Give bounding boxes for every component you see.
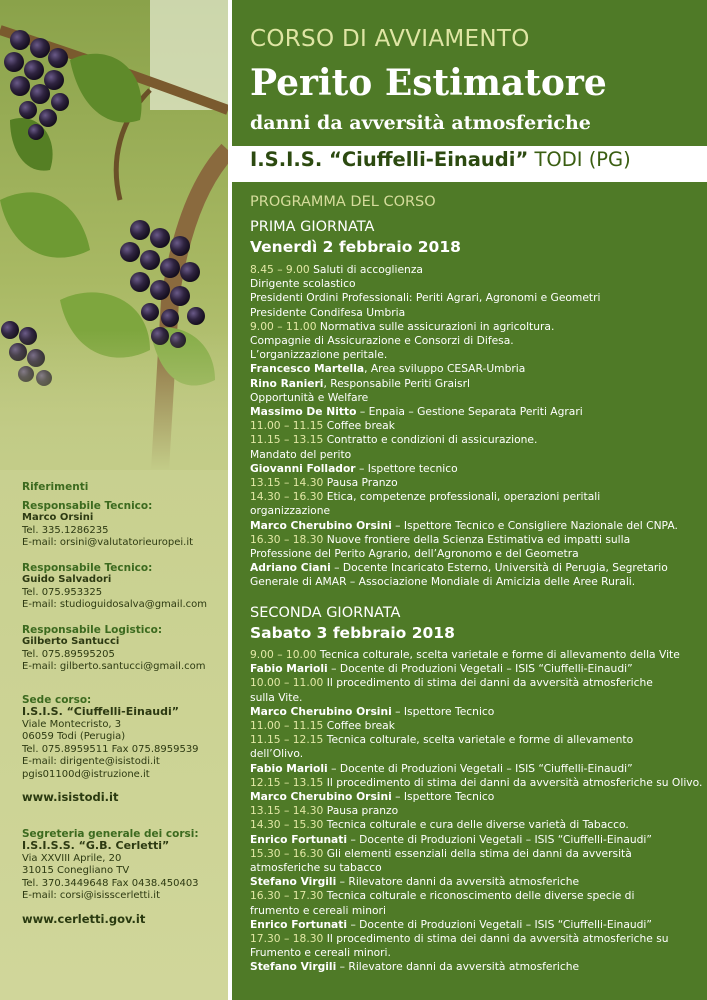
day2-schedule	[250, 648, 702, 975]
schedule-time: 15.30 – 16.30	[250, 846, 324, 860]
day1-date: Venerdì 2 febbraio 2018	[250, 238, 461, 256]
riferimenti-heading: Riferimenti	[22, 481, 89, 493]
schedule-line	[250, 320, 702, 334]
contact-email[interactable]: E-mail: orsini@valutatorieuropei.it	[22, 537, 194, 548]
schedule-line	[250, 648, 702, 662]
schedule-text: Il procedimento di stima dei danni da avversità atmosferiche	[323, 676, 653, 690]
school-line	[250, 148, 631, 171]
contact-email[interactable]: E-mail: gilberto.santucci@gmail.com	[22, 661, 206, 672]
schedule-line	[250, 561, 702, 575]
schedule-text: Contratto e condizioni di assicurazione.	[323, 433, 538, 447]
schedule-text: Tecnica colturale e riconoscimento delle diverse specie di	[323, 889, 635, 903]
schedule-line	[250, 833, 702, 847]
schedule-line	[250, 405, 702, 419]
contact-email[interactable]: E-mail: studioguidosalva@gmail.com	[22, 599, 208, 610]
contact-card	[22, 624, 228, 674]
schedule-text: Compagnie di Assicurazione e Consorzi di Difesa.	[250, 334, 514, 348]
contact-card	[22, 500, 228, 550]
schedule-time: 12.15 – 13.15	[250, 775, 324, 789]
schedule-text: – Ispettore Tecnico e Consigliere Nazionale del CNPA.	[391, 518, 678, 532]
contact-tel: Tel. 335.1286235	[22, 524, 109, 536]
contact-card	[22, 562, 228, 612]
segreteria-website-link[interactable]: www.cerletti.gov.it	[22, 911, 146, 926]
schedule-line	[250, 504, 702, 518]
speaker-name: Enrico Fortunati	[250, 917, 348, 931]
left-column	[0, 0, 228, 1000]
schedule-text: Tecnica colturale e cura delle diverse varietà di Tabacco.	[323, 818, 629, 832]
schedule-line	[250, 547, 702, 561]
sede-website-link[interactable]: www.isistodi.it	[22, 790, 119, 804]
schedule-time: 9.00 – 10.00	[250, 648, 317, 661]
schedule-time: 9.00 – 11.00	[250, 319, 317, 333]
schedule-text: – Ispettore Tecnico	[391, 790, 495, 804]
day2-date: Sabato 3 febbraio 2018	[250, 624, 455, 642]
sede-tel: Tel. 075.8959511 Fax 075.8959539	[22, 743, 199, 755]
schedule-line	[250, 662, 702, 676]
schedule-time: 14.30 – 15.30	[250, 818, 324, 832]
schedule-line	[250, 433, 702, 447]
schedule-line	[250, 875, 702, 889]
speaker-name: Marco Cherubino Orsini	[250, 704, 392, 718]
schedule-line	[250, 705, 702, 719]
segreteria-block	[22, 828, 228, 926]
schedule-text: Frumento e cereali minori.	[250, 946, 391, 960]
segreteria-email[interactable]: E-mail: corsi@isisscerletti.it	[22, 890, 160, 901]
schedule-line	[250, 462, 702, 476]
segreteria-heading: Segreteria generale dei corsi:	[22, 827, 199, 840]
schedule-text: organizzazione	[250, 504, 331, 518]
schedule-line	[250, 762, 702, 776]
schedule-line	[250, 776, 702, 790]
day2-label: SECONDA GIORNATA	[250, 605, 401, 621]
schedule-line	[250, 448, 702, 462]
schedule-line	[250, 918, 702, 932]
contact-name: Guido Salvadori	[22, 574, 112, 585]
schedule-text: L’organizzazione peritale.	[250, 348, 388, 362]
contact-name: Gilberto Santucci	[22, 636, 120, 647]
sede-email-2[interactable]: pgis01100d@istruzione.it	[22, 768, 150, 780]
schedule-line	[250, 334, 702, 348]
schedule-text: Gli elementi essenziali della stima dei danni da avversità	[323, 846, 632, 860]
schedule-line	[250, 790, 702, 804]
speaker-name: Rino Ranieri	[250, 376, 324, 390]
schedule-time: 17.30 – 18.30	[250, 932, 324, 946]
schedule-line	[250, 377, 702, 391]
schedule-line	[250, 733, 702, 747]
school-location: TODI (PG)	[534, 148, 631, 171]
school-name: I.S.I.S. “Ciuffelli-Einaudi”	[250, 148, 529, 171]
segreteria-tel: Tel. 370.3449648 Fax 0438.450403	[22, 877, 199, 889]
program-heading: PROGRAMMA DEL CORSO	[250, 194, 436, 210]
schedule-text: Generale di AMAR – Associazione Mondiale di Amicizia delle Aree Rurali.	[250, 575, 636, 589]
schedule-text: Professione del Perito Agrario, dell’Agronomo e del Geometra	[250, 547, 579, 561]
course-kicker: CORSO DI AVVIAMENTO	[250, 26, 530, 52]
schedule-text: Pausa pranzo	[323, 804, 399, 818]
schedule-line	[250, 932, 702, 946]
speaker-name: Enrico Fortunati	[250, 832, 348, 846]
schedule-line	[250, 847, 702, 861]
schedule-line	[250, 519, 702, 533]
contact-name: Marco Orsini	[22, 512, 94, 523]
course-subtitle: danni da avversità atmosferiche	[250, 112, 591, 134]
schedule-line	[250, 719, 702, 733]
schedule-line	[250, 818, 702, 832]
contact-role: Responsabile Tecnico:	[22, 561, 153, 574]
schedule-line	[250, 904, 702, 918]
course-title: Perito Estimatore	[250, 62, 607, 104]
speaker-name: Massimo De Nitto	[250, 405, 357, 419]
schedule-line	[250, 419, 702, 433]
schedule-text: Il procedimento di stima dei danni da avversità atmosferiche su Olivo.	[323, 775, 703, 789]
schedule-line	[250, 676, 702, 690]
contact-tel: Tel. 075.953325	[22, 586, 103, 598]
contact-role: Responsabile Logistico:	[22, 623, 163, 636]
schedule-text: Presidenti Ordini Professionali: Periti Agrari, Agronomi e Geometri	[250, 291, 601, 305]
schedule-time: 11.00 – 11.15	[250, 419, 324, 433]
speaker-name: Marco Cherubino Orsini	[250, 518, 392, 532]
schedule-time: 11.15 – 13.15	[250, 433, 324, 447]
speaker-name: Stefano Virgili	[250, 960, 337, 974]
schedule-line	[250, 861, 702, 875]
schedule-text: – Rilevatore danni da avversità atmosferiche	[336, 875, 580, 889]
segreteria-address: Via XXVIII Aprile, 20	[22, 852, 122, 864]
speaker-name: Giovanni Follador	[250, 461, 356, 475]
schedule-text: , Area sviluppo CESAR-Umbria	[364, 362, 526, 376]
schedule-text: – Enpaia – Gestione Separata Periti Agrari	[356, 405, 583, 419]
schedule-text: Coffee break	[323, 719, 395, 733]
schedule-line	[250, 804, 702, 818]
schedule-text: – Docente di Produzioni Vegetali – ISIS “Ciuffelli-Einaudi”	[347, 832, 652, 846]
sede-block	[22, 694, 228, 804]
speaker-name: Adriano Ciani	[250, 561, 331, 575]
schedule-time: 13.15 – 14.30	[250, 804, 324, 818]
schedule-text: Pausa Pranzo	[323, 476, 398, 490]
schedule-time: 13.15 – 14.30	[250, 476, 324, 490]
segreteria-name: I.S.I.S.S. “G.B. Cerletti”	[22, 839, 170, 852]
schedule-line	[250, 490, 702, 504]
schedule-text: Il procedimento di stima dei danni da avversità atmosferiche su	[323, 932, 669, 946]
schedule-text: – Docente di Produzioni Vegetali – ISIS “Ciuffelli-Einaudi”	[347, 917, 652, 931]
schedule-text: , Responsabile Periti Graisrl	[323, 376, 470, 390]
sede-name: I.S.I.S. “Ciuffelli-Einaudi”	[22, 705, 179, 718]
contacts-sidebar	[0, 475, 228, 925]
contact-tel: Tel. 075.89595205	[22, 648, 115, 660]
schedule-text: – Rilevatore danni da avversità atmosferiche	[336, 960, 580, 974]
schedule-line	[250, 306, 702, 320]
schedule-text: – Docente di Produzioni Vegetali – ISIS “Ciuffelli-Einaudi”	[327, 662, 633, 676]
schedule-text: – Ispettore tecnico	[355, 461, 458, 475]
schedule-time: 11.00 – 11.15	[250, 719, 324, 733]
sede-address: Viale Montecristo, 3	[22, 718, 122, 730]
schedule-line	[250, 391, 702, 405]
schedule-text: sulla Vite.	[250, 690, 303, 704]
schedule-time: 14.30 – 16.30	[250, 490, 324, 504]
schedule-text: – Docente di Produzioni Vegetali – ISIS “Ciuffelli-Einaudi”	[327, 761, 633, 775]
schedule-text: atmosferiche su tabacco	[250, 861, 382, 875]
schedule-line	[250, 960, 702, 974]
schedule-line	[250, 533, 702, 547]
speaker-name: Marco Cherubino Orsini	[250, 790, 392, 804]
schedule-line	[250, 691, 702, 705]
day1-schedule	[250, 263, 702, 590]
schedule-text: – Docente Incaricato Esterno, Università di Perugia, Segretario	[330, 561, 668, 575]
schedule-line	[250, 291, 702, 305]
schedule-text: Nuove frontiere della Scienza Estimativa ed impatti sulla	[323, 532, 631, 546]
schedule-text: Opportunità e Welfare	[250, 390, 369, 404]
sede-city: 06059 Todi (Perugia)	[22, 731, 126, 742]
schedule-text: Mandato del perito	[250, 447, 352, 461]
sede-heading: Sede corso:	[22, 693, 92, 706]
schedule-time: 10.00 – 11.00	[250, 676, 324, 690]
day1-label: PRIMA GIORNATA	[250, 219, 375, 235]
sede-email[interactable]: E-mail: dirigente@isistodi.it	[22, 756, 160, 767]
schedule-text: Tecnica colturale, scelta varietale e forme di allevamento	[323, 733, 634, 747]
speaker-name: Fabio Marioli	[250, 662, 328, 676]
grape-vine-photo	[0, 0, 228, 470]
schedule-line	[250, 362, 702, 376]
speaker-name: Francesco Martella	[250, 362, 365, 376]
schedule-time: 16.30 – 18.30	[250, 532, 324, 546]
schedule-time: 16.30 – 17.30	[250, 889, 324, 903]
schedule-line	[250, 263, 702, 277]
speaker-name: Fabio Marioli	[250, 761, 328, 775]
schedule-text: Presidente Condifesa Umbria	[250, 305, 406, 319]
schedule-time: 11.15 – 12.15	[250, 733, 324, 747]
schedule-text: frumento e cereali minori	[250, 903, 386, 917]
schedule-line	[250, 747, 702, 761]
contact-role: Responsabile Tecnico:	[22, 499, 153, 512]
speaker-name: Stefano Virgili	[250, 875, 337, 889]
schedule-text: – Ispettore Tecnico	[391, 704, 495, 718]
schedule-text: Tecnica colturale, scelta varietale e forme di allevamento della Vite	[316, 648, 680, 661]
schedule-text: Coffee break	[323, 419, 395, 433]
schedule-line	[250, 348, 702, 362]
schedule-line	[250, 889, 702, 903]
segreteria-city: 31015 Conegliano TV	[22, 865, 130, 876]
schedule-line	[250, 277, 702, 291]
schedule-text: Dirigente scolastico	[250, 277, 356, 291]
schedule-text: Saluti di accoglienza	[309, 263, 423, 276]
schedule-text: Etica, competenze professionali, operazioni peritali	[323, 490, 601, 504]
schedule-text: dell’Olivo.	[250, 747, 304, 761]
schedule-line	[250, 575, 702, 589]
schedule-text: Normativa sulle assicurazioni in agricoltura.	[316, 319, 555, 333]
schedule-line	[250, 946, 702, 960]
schedule-line	[250, 476, 702, 490]
schedule-time: 8.45 – 9.00	[250, 263, 310, 276]
